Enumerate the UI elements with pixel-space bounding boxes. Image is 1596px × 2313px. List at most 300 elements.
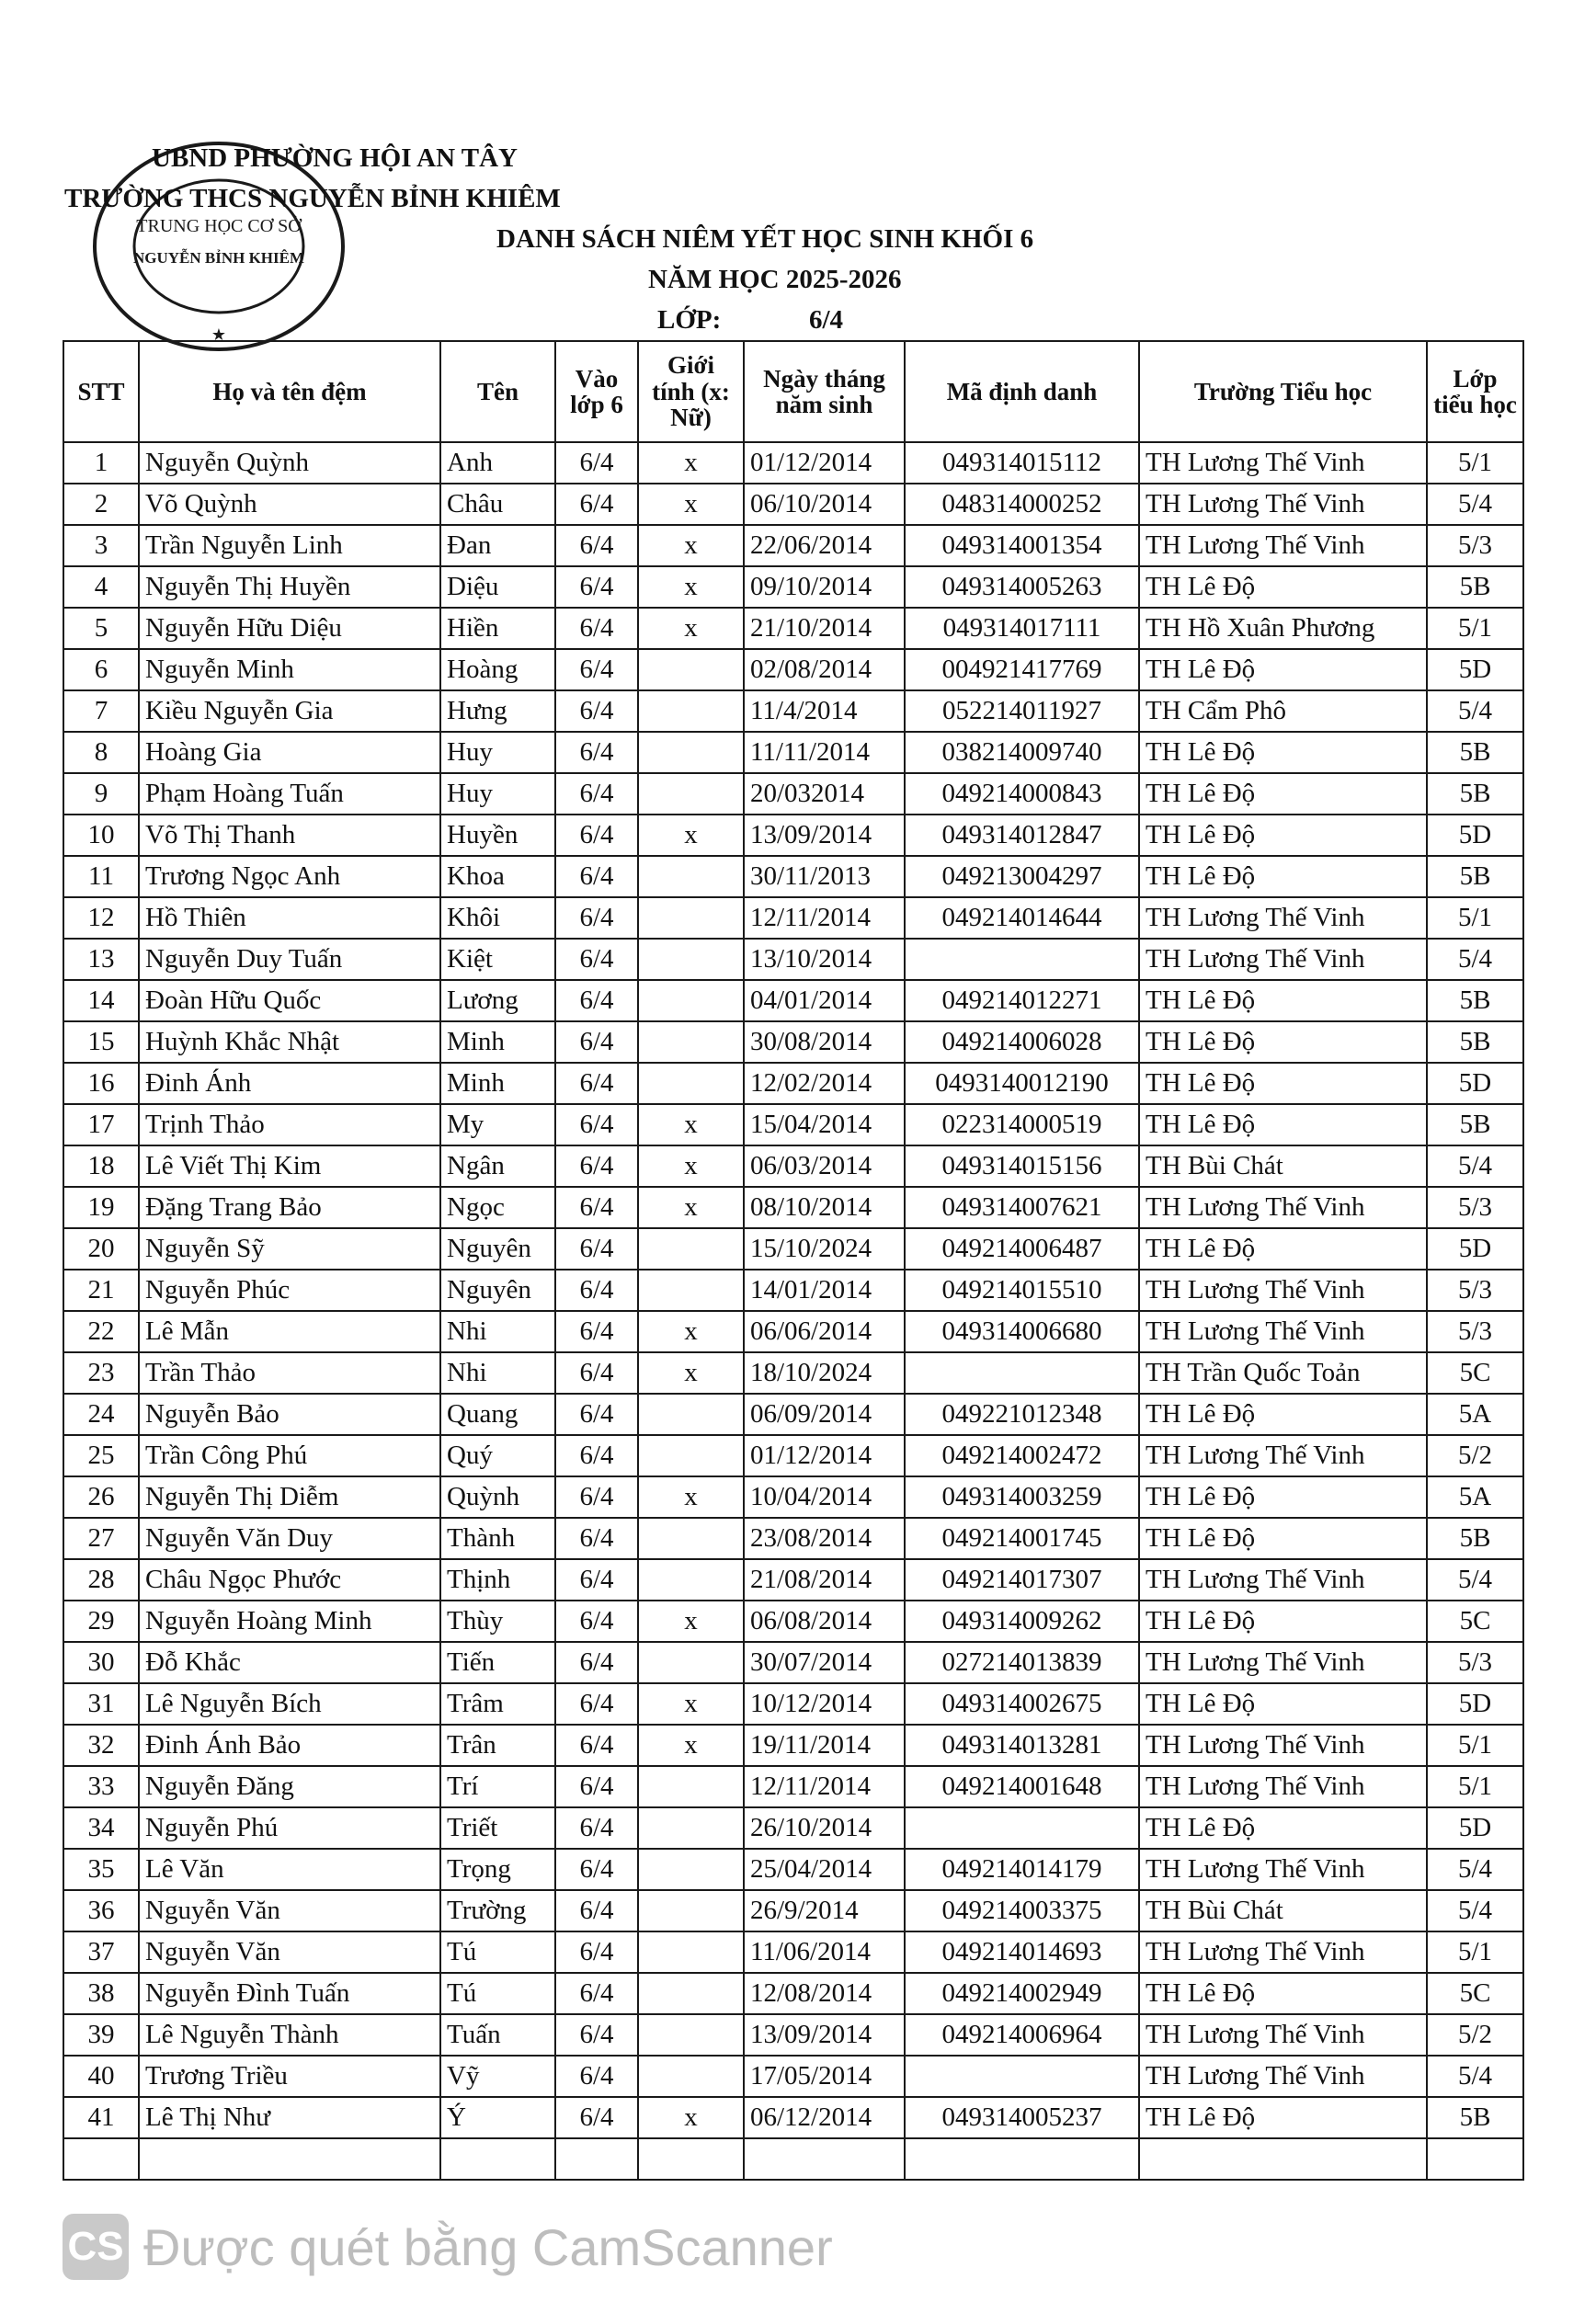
cell-col-class6: 6/4: [555, 1642, 638, 1683]
cell-col-primary-class: 5B: [1427, 1021, 1523, 1063]
cell-col-primary-school: TH Lương Thế Vinh: [1139, 1766, 1427, 1807]
header-col-first-name: Tên: [440, 341, 555, 442]
cell-col-id: 049314015112: [905, 442, 1139, 484]
cell-col-middle-name: Nguyễn Minh: [139, 649, 440, 690]
cell-col-dob: 15/10/2024: [744, 1228, 905, 1270]
cell-col-middle-name: Nguyễn Văn: [139, 1931, 440, 1973]
cell-col-gender: [638, 1849, 744, 1890]
student-roster-table: [63, 340, 1524, 2181]
cell-empty: [555, 2138, 638, 2180]
cell-col-primary-school: TH Lê Độ: [1139, 1601, 1427, 1642]
cell-col-primary-class: 5A: [1427, 1394, 1523, 1435]
cell-col-stt: 34: [63, 1807, 139, 1849]
cell-col-primary-school: TH Bùi Chát: [1139, 1890, 1427, 1931]
cell-col-primary-class: 5B: [1427, 566, 1523, 608]
table-row: [63, 1104, 1523, 1145]
cell-col-id: 049214001745: [905, 1518, 1139, 1559]
cell-col-gender: [638, 1063, 744, 1104]
cell-col-stt: 16: [63, 1063, 139, 1104]
cell-col-gender: x: [638, 1311, 744, 1352]
cell-col-dob: 26/10/2014: [744, 1807, 905, 1849]
page-title: DANH SÁCH NIÊM YẾT HỌC SINH KHỐI 6: [496, 224, 1034, 254]
cell-col-id: 049314012847: [905, 815, 1139, 856]
cell-col-primary-school: TH Lê Độ: [1139, 856, 1427, 897]
cell-col-first-name: Huy: [440, 732, 555, 773]
cell-col-middle-name: Lê Thị Như: [139, 2097, 440, 2138]
cell-col-first-name: Huy: [440, 773, 555, 815]
cell-col-gender: [638, 732, 744, 773]
header-col-primary-school: Trường Tiểu học: [1139, 341, 1427, 442]
svg-text:★: ★: [211, 325, 227, 344]
cell-col-id: 038214009740: [905, 732, 1139, 773]
cell-col-stt: 17: [63, 1104, 139, 1145]
cell-col-primary-school: TH Lương Thế Vinh: [1139, 484, 1427, 525]
cell-col-id: 049214014179: [905, 1849, 1139, 1890]
cell-col-primary-school: TH Lê Độ: [1139, 732, 1427, 773]
cell-col-class6: 6/4: [555, 1270, 638, 1311]
cell-col-middle-name: Trần Nguyễn Linh: [139, 525, 440, 566]
cell-col-dob: 01/12/2014: [744, 442, 905, 484]
cell-col-class6: 6/4: [555, 442, 638, 484]
cell-col-middle-name: Phạm Hoàng Tuấn: [139, 773, 440, 815]
cell-col-primary-class: 5/4: [1427, 1145, 1523, 1187]
table-row: [63, 1063, 1523, 1104]
cell-col-first-name: Trường: [440, 1890, 555, 1931]
cell-col-first-name: Đan: [440, 525, 555, 566]
cell-col-id: 049214006964: [905, 2014, 1139, 2056]
cell-col-id: 049314005237: [905, 2097, 1139, 2138]
cell-col-gender: [638, 1931, 744, 1973]
cell-col-first-name: Ý: [440, 2097, 555, 2138]
cell-col-stt: 40: [63, 2056, 139, 2097]
cell-col-primary-school: TH Hồ Xuân Phương: [1139, 608, 1427, 649]
cell-col-dob: 10/12/2014: [744, 1683, 905, 1725]
cell-col-id: 049314017111: [905, 608, 1139, 649]
cell-col-stt: 32: [63, 1725, 139, 1766]
cell-col-gender: [638, 2014, 744, 2056]
table-row: [63, 566, 1523, 608]
cell-col-gender: x: [638, 442, 744, 484]
cell-col-stt: 28: [63, 1559, 139, 1601]
cell-col-first-name: Khôi: [440, 897, 555, 939]
cell-col-primary-class: 5/2: [1427, 1435, 1523, 1476]
cell-col-middle-name: Lê Mẫn: [139, 1311, 440, 1352]
cell-col-primary-school: TH Lương Thế Vinh: [1139, 2056, 1427, 2097]
cell-col-class6: 6/4: [555, 1766, 638, 1807]
cell-col-gender: [638, 649, 744, 690]
cell-col-primary-school: TH Cẩm Phô: [1139, 690, 1427, 732]
cell-col-primary-school: TH Lê Độ: [1139, 1228, 1427, 1270]
cell-col-gender: x: [638, 1601, 744, 1642]
cell-col-stt: 15: [63, 1021, 139, 1063]
table-row: [63, 1890, 1523, 1931]
cell-col-first-name: Trí: [440, 1766, 555, 1807]
cell-col-middle-name: Châu Ngọc Phước: [139, 1559, 440, 1601]
cell-col-primary-school: TH Lê Độ: [1139, 566, 1427, 608]
table-row: [63, 1683, 1523, 1725]
cell-col-id: [905, 2056, 1139, 2097]
cell-col-primary-school: TH Lê Độ: [1139, 773, 1427, 815]
cell-col-dob: 06/10/2014: [744, 484, 905, 525]
cell-col-stt: 29: [63, 1601, 139, 1642]
cell-col-stt: 35: [63, 1849, 139, 1890]
cell-empty: [63, 2138, 139, 2180]
table-row: [63, 1973, 1523, 2014]
cell-col-id: 049214006028: [905, 1021, 1139, 1063]
cell-col-dob: 23/08/2014: [744, 1518, 905, 1559]
cell-col-stt: 24: [63, 1394, 139, 1435]
table-row: [63, 1642, 1523, 1683]
cell-col-stt: 6: [63, 649, 139, 690]
cell-col-class6: 6/4: [555, 1228, 638, 1270]
table-row: [63, 608, 1523, 649]
cell-col-primary-class: 5/4: [1427, 484, 1523, 525]
table-row: [63, 815, 1523, 856]
cell-col-dob: 30/08/2014: [744, 1021, 905, 1063]
cell-col-primary-class: 5D: [1427, 1063, 1523, 1104]
cell-col-stt: 2: [63, 484, 139, 525]
cell-col-id: 049314009262: [905, 1601, 1139, 1642]
cell-col-first-name: Nhi: [440, 1352, 555, 1394]
cell-col-middle-name: Võ Quỳnh: [139, 484, 440, 525]
cell-col-class6: 6/4: [555, 897, 638, 939]
table-row: [63, 690, 1523, 732]
cell-col-primary-school: TH Lương Thế Vinh: [1139, 1931, 1427, 1973]
cell-col-gender: x: [638, 608, 744, 649]
cell-col-primary-school: TH Lê Độ: [1139, 1683, 1427, 1725]
cell-col-dob: 13/10/2014: [744, 939, 905, 980]
cell-col-middle-name: Lê Nguyễn Bích: [139, 1683, 440, 1725]
cell-col-class6: 6/4: [555, 2056, 638, 2097]
cell-col-middle-name: Nguyễn Phú: [139, 1807, 440, 1849]
cell-col-id: 049214017307: [905, 1559, 1139, 1601]
cell-col-primary-class: 5/3: [1427, 1270, 1523, 1311]
cell-col-dob: 08/10/2014: [744, 1187, 905, 1228]
cell-col-stt: 10: [63, 815, 139, 856]
cell-empty: [905, 2138, 1139, 2180]
table-row: [63, 1145, 1523, 1187]
cell-col-primary-class: 5/3: [1427, 1311, 1523, 1352]
cell-col-stt: 31: [63, 1683, 139, 1725]
cell-col-stt: 38: [63, 1973, 139, 2014]
cell-col-stt: 19: [63, 1187, 139, 1228]
cell-col-gender: x: [638, 1352, 744, 1394]
cell-col-primary-class: 5/1: [1427, 608, 1523, 649]
cell-col-gender: [638, 1518, 744, 1559]
cell-col-primary-class: 5/4: [1427, 2056, 1523, 2097]
cell-col-gender: [638, 690, 744, 732]
cell-col-middle-name: Đinh Ánh Bảo: [139, 1725, 440, 1766]
cell-col-id: 049314003259: [905, 1476, 1139, 1518]
cell-col-class6: 6/4: [555, 566, 638, 608]
cell-col-gender: [638, 1021, 744, 1063]
cell-col-primary-school: TH Lê Độ: [1139, 1104, 1427, 1145]
cell-col-id: 022314000519: [905, 1104, 1139, 1145]
cell-col-first-name: Nhi: [440, 1311, 555, 1352]
cell-col-middle-name: Nguyễn Duy Tuấn: [139, 939, 440, 980]
cell-col-middle-name: Đoàn Hữu Quốc: [139, 980, 440, 1021]
cell-col-primary-class: 5/4: [1427, 1559, 1523, 1601]
cell-col-primary-school: TH Lương Thế Vinh: [1139, 1725, 1427, 1766]
cell-col-primary-school: TH Lương Thế Vinh: [1139, 939, 1427, 980]
cell-col-gender: [638, 1394, 744, 1435]
cell-col-id: 027214013839: [905, 1642, 1139, 1683]
cell-col-gender: [638, 1807, 744, 1849]
table-header-row: [63, 341, 1523, 442]
cell-col-first-name: Quang: [440, 1394, 555, 1435]
cell-col-gender: [638, 980, 744, 1021]
cell-col-stt: 36: [63, 1890, 139, 1931]
table-row: [63, 1559, 1523, 1601]
cell-col-id: 004921417769: [905, 649, 1139, 690]
cell-col-primary-class: 5/1: [1427, 1766, 1523, 1807]
table-row: [63, 2056, 1523, 2097]
cell-col-id: 049214014693: [905, 1931, 1139, 1973]
cell-col-dob: 11/4/2014: [744, 690, 905, 732]
cell-col-middle-name: Kiều Nguyễn Gia: [139, 690, 440, 732]
cell-col-first-name: Nguyên: [440, 1270, 555, 1311]
cell-col-primary-class: 5/3: [1427, 1187, 1523, 1228]
cell-col-class6: 6/4: [555, 690, 638, 732]
cell-col-primary-school: TH Lương Thế Vinh: [1139, 1849, 1427, 1890]
seal-inner-line1: TRUNG HỌC CƠ SỞ: [136, 216, 302, 236]
table-row: [63, 1394, 1523, 1435]
cell-col-class6: 6/4: [555, 1931, 638, 1973]
cell-col-dob: 10/04/2014: [744, 1476, 905, 1518]
cell-col-class6: 6/4: [555, 1145, 638, 1187]
cell-col-middle-name: Hoàng Gia: [139, 732, 440, 773]
cell-empty: [638, 2138, 744, 2180]
cell-col-gender: x: [638, 1476, 744, 1518]
cell-col-primary-class: 5/4: [1427, 939, 1523, 980]
cell-col-id: 049314006680: [905, 1311, 1139, 1352]
cell-col-class6: 6/4: [555, 1807, 638, 1849]
cell-col-stt: 22: [63, 1311, 139, 1352]
cell-col-primary-class: 5C: [1427, 1601, 1523, 1642]
table-row: [63, 939, 1523, 980]
cell-col-primary-class: 5B: [1427, 1518, 1523, 1559]
cell-col-primary-school: TH Lương Thế Vinh: [1139, 442, 1427, 484]
cell-col-stt: 3: [63, 525, 139, 566]
cell-col-primary-class: 5A: [1427, 1476, 1523, 1518]
cell-col-primary-school: TH Lương Thế Vinh: [1139, 1270, 1427, 1311]
cell-col-dob: 09/10/2014: [744, 566, 905, 608]
header-col-dob: Ngày tháng năm sinh: [744, 341, 905, 442]
cell-col-first-name: My: [440, 1104, 555, 1145]
cell-col-stt: 20: [63, 1228, 139, 1270]
cell-col-middle-name: Lê Văn: [139, 1849, 440, 1890]
cell-col-gender: [638, 1642, 744, 1683]
cell-col-middle-name: Nguyễn Đình Tuấn: [139, 1973, 440, 2014]
cell-col-stt: 39: [63, 2014, 139, 2056]
header-col-stt: STT: [63, 341, 139, 442]
table-body: [63, 442, 1523, 2180]
cell-col-primary-school: TH Lê Độ: [1139, 1476, 1427, 1518]
cell-empty: [1139, 2138, 1427, 2180]
cell-col-primary-class: 5D: [1427, 815, 1523, 856]
cell-col-primary-school: TH Lê Độ: [1139, 1063, 1427, 1104]
cell-col-primary-school: TH Lê Độ: [1139, 2097, 1427, 2138]
cell-col-id: 052214011927: [905, 690, 1139, 732]
cell-col-stt: 23: [63, 1352, 139, 1394]
table-row: [63, 897, 1523, 939]
cell-col-gender: [638, 1228, 744, 1270]
cell-col-id: 049214003375: [905, 1890, 1139, 1931]
cell-col-id: 049214012271: [905, 980, 1139, 1021]
cell-col-class6: 6/4: [555, 1559, 638, 1601]
cell-col-class6: 6/4: [555, 773, 638, 815]
cell-col-class6: 6/4: [555, 484, 638, 525]
table-row-empty: [63, 2138, 1523, 2180]
cell-col-gender: x: [638, 566, 744, 608]
cell-col-class6: 6/4: [555, 815, 638, 856]
cell-col-dob: 14/01/2014: [744, 1270, 905, 1311]
cell-col-stt: 8: [63, 732, 139, 773]
cell-col-dob: 11/06/2014: [744, 1931, 905, 1973]
cell-col-dob: 12/02/2014: [744, 1063, 905, 1104]
cell-col-primary-school: TH Lương Thế Vinh: [1139, 1187, 1427, 1228]
cell-col-primary-class: 5B: [1427, 1104, 1523, 1145]
cell-col-middle-name: Nguyễn Thị Diễm: [139, 1476, 440, 1518]
cell-col-dob: 06/09/2014: [744, 1394, 905, 1435]
cell-col-primary-school: TH Lê Độ: [1139, 815, 1427, 856]
table-row: [63, 442, 1523, 484]
header-col-id: Mã định danh: [905, 341, 1139, 442]
cell-col-primary-class: 5/4: [1427, 1890, 1523, 1931]
cell-col-primary-class: 5D: [1427, 1683, 1523, 1725]
cell-col-middle-name: Nguyễn Thị Huyền: [139, 566, 440, 608]
cell-col-primary-school: TH Lê Độ: [1139, 1518, 1427, 1559]
header-col-class6: Vào lớp 6: [555, 341, 638, 442]
cell-col-middle-name: Trịnh Thảo: [139, 1104, 440, 1145]
cell-col-dob: 13/09/2014: [744, 2014, 905, 2056]
cell-empty: [744, 2138, 905, 2180]
cell-col-gender: [638, 773, 744, 815]
cell-col-middle-name: Huỳnh Khắc Nhật: [139, 1021, 440, 1063]
header-col-gender: Giới tính (x: Nữ): [638, 341, 744, 442]
cell-col-gender: [638, 2056, 744, 2097]
cell-col-middle-name: Nguyễn Phúc: [139, 1270, 440, 1311]
cell-col-first-name: Tuấn: [440, 2014, 555, 2056]
cell-col-primary-class: 5/4: [1427, 690, 1523, 732]
class-value: 6/4: [809, 305, 844, 335]
cell-col-class6: 6/4: [555, 649, 638, 690]
cell-col-gender: [638, 1766, 744, 1807]
header-col-middle-name: Họ và tên đệm: [139, 341, 440, 442]
cell-col-middle-name: Trần Công Phú: [139, 1435, 440, 1476]
cell-col-dob: 02/08/2014: [744, 649, 905, 690]
cell-col-dob: 01/12/2014: [744, 1435, 905, 1476]
org-line-1: UBND PHƯỜNG HỘI AN TÂY: [152, 143, 518, 173]
table-row: [63, 1601, 1523, 1642]
table-row: [63, 1725, 1523, 1766]
cell-col-primary-class: 5/1: [1427, 897, 1523, 939]
cell-col-stt: 4: [63, 566, 139, 608]
cell-col-stt: 27: [63, 1518, 139, 1559]
cell-col-stt: 7: [63, 690, 139, 732]
cell-col-primary-school: TH Lê Độ: [1139, 649, 1427, 690]
cell-col-first-name: Ngọc: [440, 1187, 555, 1228]
cell-col-class6: 6/4: [555, 1394, 638, 1435]
cell-col-first-name: Ngân: [440, 1145, 555, 1187]
table-row: [63, 856, 1523, 897]
cell-col-first-name: Nguyên: [440, 1228, 555, 1270]
cell-col-gender: x: [638, 2097, 744, 2138]
cell-col-primary-class: 5D: [1427, 1807, 1523, 1849]
cell-col-class6: 6/4: [555, 1725, 638, 1766]
cell-col-first-name: Hưng: [440, 690, 555, 732]
cell-col-stt: 9: [63, 773, 139, 815]
cell-col-id: 049214000843: [905, 773, 1139, 815]
cell-col-id: 049314002675: [905, 1683, 1139, 1725]
table-row: [63, 1270, 1523, 1311]
cell-col-middle-name: Nguyễn Văn: [139, 1890, 440, 1931]
cell-col-gender: [638, 1559, 744, 1601]
cell-col-first-name: Trâm: [440, 1683, 555, 1725]
cell-col-stt: 13: [63, 939, 139, 980]
cell-col-middle-name: Lê Viết Thị Kim: [139, 1145, 440, 1187]
table-row: [63, 1849, 1523, 1890]
table-row: [63, 2014, 1523, 2056]
cell-col-gender: [638, 1973, 744, 2014]
cell-col-gender: x: [638, 815, 744, 856]
cell-col-middle-name: Đinh Ánh: [139, 1063, 440, 1104]
cell-col-first-name: Tiến: [440, 1642, 555, 1683]
cell-col-dob: 04/01/2014: [744, 980, 905, 1021]
cell-col-stt: 30: [63, 1642, 139, 1683]
cell-col-primary-class: 5D: [1427, 649, 1523, 690]
cell-col-gender: [638, 1890, 744, 1931]
cell-col-first-name: Huyền: [440, 815, 555, 856]
cell-col-primary-school: TH Lương Thế Vinh: [1139, 1559, 1427, 1601]
cell-col-first-name: Diệu: [440, 566, 555, 608]
cell-col-dob: 26/9/2014: [744, 1890, 905, 1931]
cell-col-primary-class: 5B: [1427, 773, 1523, 815]
cell-col-dob: 17/05/2014: [744, 2056, 905, 2097]
cell-col-id: 049214015510: [905, 1270, 1139, 1311]
school-year: NĂM HỌC 2025-2026: [648, 265, 902, 294]
cell-col-first-name: Tú: [440, 1931, 555, 1973]
cell-col-middle-name: Trần Thảo: [139, 1352, 440, 1394]
cell-col-primary-school: TH Lê Độ: [1139, 1394, 1427, 1435]
cell-col-primary-class: 5/4: [1427, 1849, 1523, 1890]
cell-col-primary-school: TH Lương Thế Vinh: [1139, 1642, 1427, 1683]
cell-col-id: 049314001354: [905, 525, 1139, 566]
cell-col-class6: 6/4: [555, 1352, 638, 1394]
cell-col-class6: 6/4: [555, 1021, 638, 1063]
cell-col-primary-school: TH Lê Độ: [1139, 1807, 1427, 1849]
cell-col-class6: 6/4: [555, 608, 638, 649]
cell-col-gender: [638, 939, 744, 980]
cell-col-primary-class: 5/3: [1427, 525, 1523, 566]
cell-col-primary-school: TH Lê Độ: [1139, 980, 1427, 1021]
table-row: [63, 1311, 1523, 1352]
cell-col-class6: 6/4: [555, 1476, 638, 1518]
cell-col-id: [905, 939, 1139, 980]
cell-col-gender: x: [638, 1145, 744, 1187]
cell-col-stt: 5: [63, 608, 139, 649]
cell-col-middle-name: Võ Thị Thanh: [139, 815, 440, 856]
camscanner-logo: CS: [63, 2214, 129, 2280]
cell-col-dob: 06/08/2014: [744, 1601, 905, 1642]
cell-col-class6: 6/4: [555, 1973, 638, 2014]
cell-col-primary-school: TH Lương Thế Vinh: [1139, 525, 1427, 566]
cell-col-dob: 18/10/2024: [744, 1352, 905, 1394]
cell-col-first-name: Quỳnh: [440, 1476, 555, 1518]
cell-col-first-name: Khoa: [440, 856, 555, 897]
cell-col-dob: 30/07/2014: [744, 1642, 905, 1683]
cell-col-id: 0493140012190: [905, 1063, 1139, 1104]
